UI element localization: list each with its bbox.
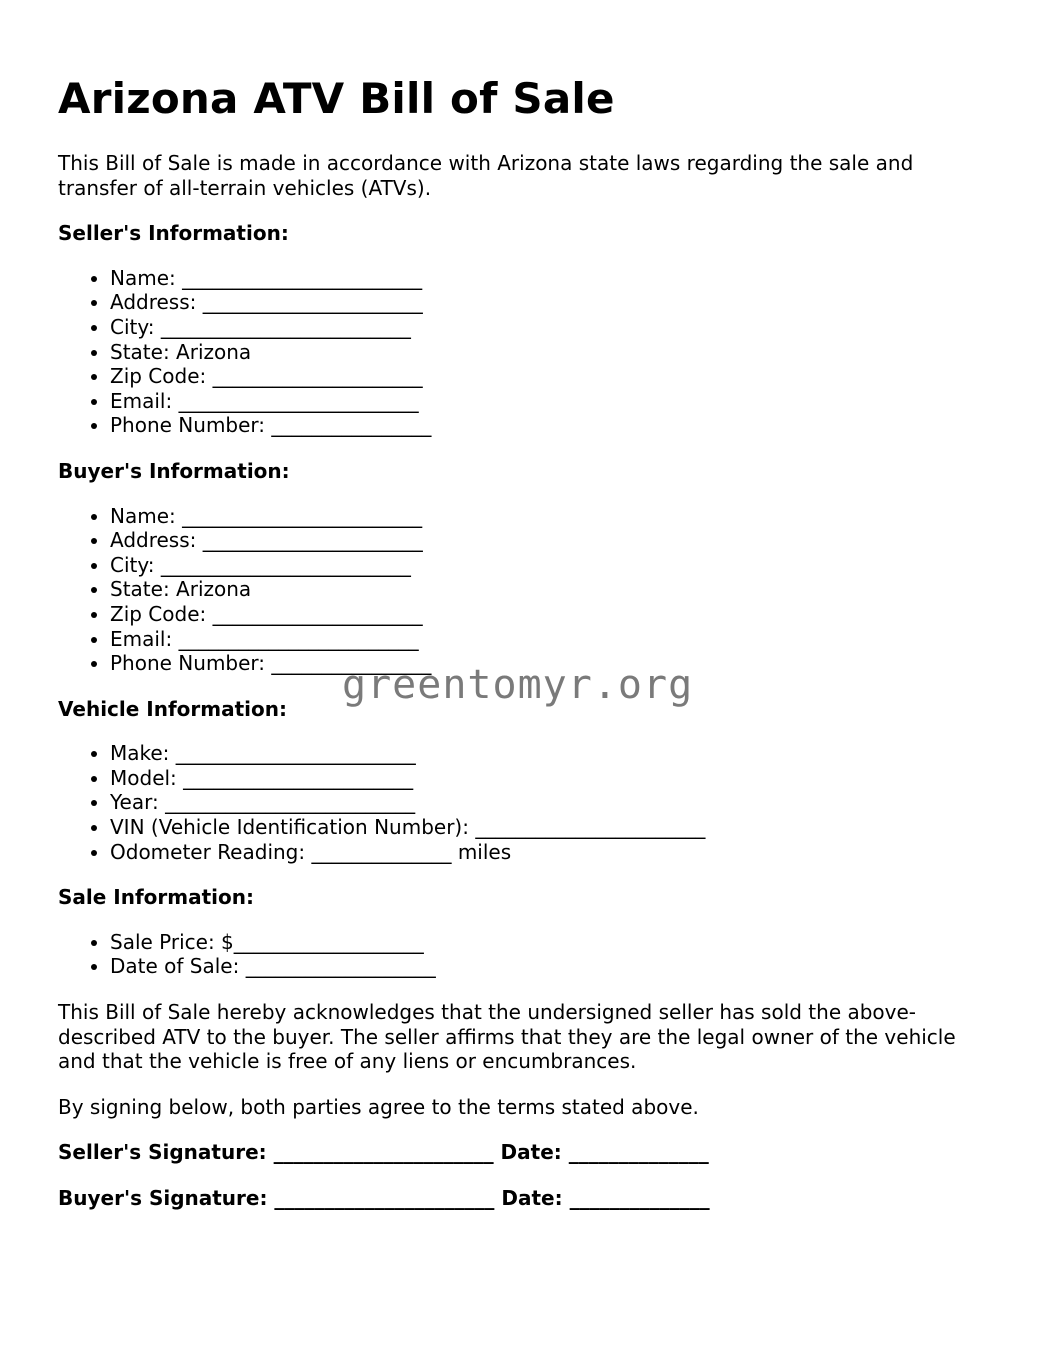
watermark-text: greentomyr.org [342, 662, 694, 708]
seller-signature-line: Seller's Signature: ______________________ Date: ______________ [58, 1140, 709, 1165]
buyer-state-field: • State: Arizona [110, 577, 998, 602]
seller-info-list [58, 266, 998, 438]
seller-address-field: • Address: ______________________ [110, 290, 998, 315]
buyer-zip-field: • Zip Code: _____________________ [110, 602, 998, 627]
seller-email-field: • Email: ________________________ [110, 389, 998, 414]
seller-city-field: • City: _________________________ [110, 315, 998, 340]
vehicle-make-field: • Make: ________________________ [110, 741, 998, 766]
seller-info-heading: Seller's Information: [58, 221, 289, 246]
intro-paragraph: This Bill of Sale is made in accordance with Arizona state laws regarding the sale and transfer of all-terrain vehicles (ATVs). [58, 151, 914, 200]
vehicle-model-field: • Model: _______________________ [110, 766, 998, 791]
vehicle-vin-field: • VIN (Vehicle Identification Number): _______________________ [110, 815, 998, 840]
buyer-name-field: • Name: ________________________ [110, 504, 998, 529]
acknowledgement-paragraph: This Bill of Sale hereby acknowledges that the undersigned seller has sold the above-described ATV to the buyer. The seller affirms that they are the legal owner of the vehicle and that the vehicle is free of any liens or encumbrances. [58, 1000, 956, 1074]
buyer-city-field: • City: _________________________ [110, 553, 998, 578]
agreement-paragraph: By signing below, both parties agree to the terms stated above. [58, 1094, 699, 1119]
seller-name-field: • Name: ________________________ [110, 266, 998, 291]
seller-state-field: • State: Arizona [110, 340, 998, 365]
buyer-email-field: • Email: ________________________ [110, 627, 998, 652]
vehicle-info-heading: Vehicle Information: [58, 696, 287, 721]
vehicle-odometer-field: • Odometer Reading: ______________ miles [110, 840, 998, 865]
vehicle-info-list [58, 741, 998, 864]
sale-info-heading: Sale Information: [58, 885, 254, 910]
seller-zip-field: • Zip Code: _____________________ [110, 364, 998, 389]
seller-phone-field: • Phone Number: ________________ [110, 413, 998, 438]
buyer-info-heading: Buyer's Information: [58, 458, 290, 483]
vehicle-year-field: • Year: _________________________ [110, 790, 998, 815]
bill-of-sale-document [58, 70, 998, 1211]
sale-price-field: • Sale Price: $___________________ [110, 930, 998, 955]
buyer-phone-field: • Phone Number: ________________ [110, 651, 998, 676]
sale-info-list [58, 930, 998, 979]
buyer-signature-line: Buyer's Signature: ______________________ Date: ______________ [58, 1186, 710, 1210]
buyer-info-list [58, 504, 998, 676]
sale-date-field: • Date of Sale: ___________________ [110, 954, 998, 979]
document-title: Arizona ATV Bill of Sale [58, 74, 615, 123]
buyer-address-field: • Address: ______________________ [110, 528, 998, 553]
